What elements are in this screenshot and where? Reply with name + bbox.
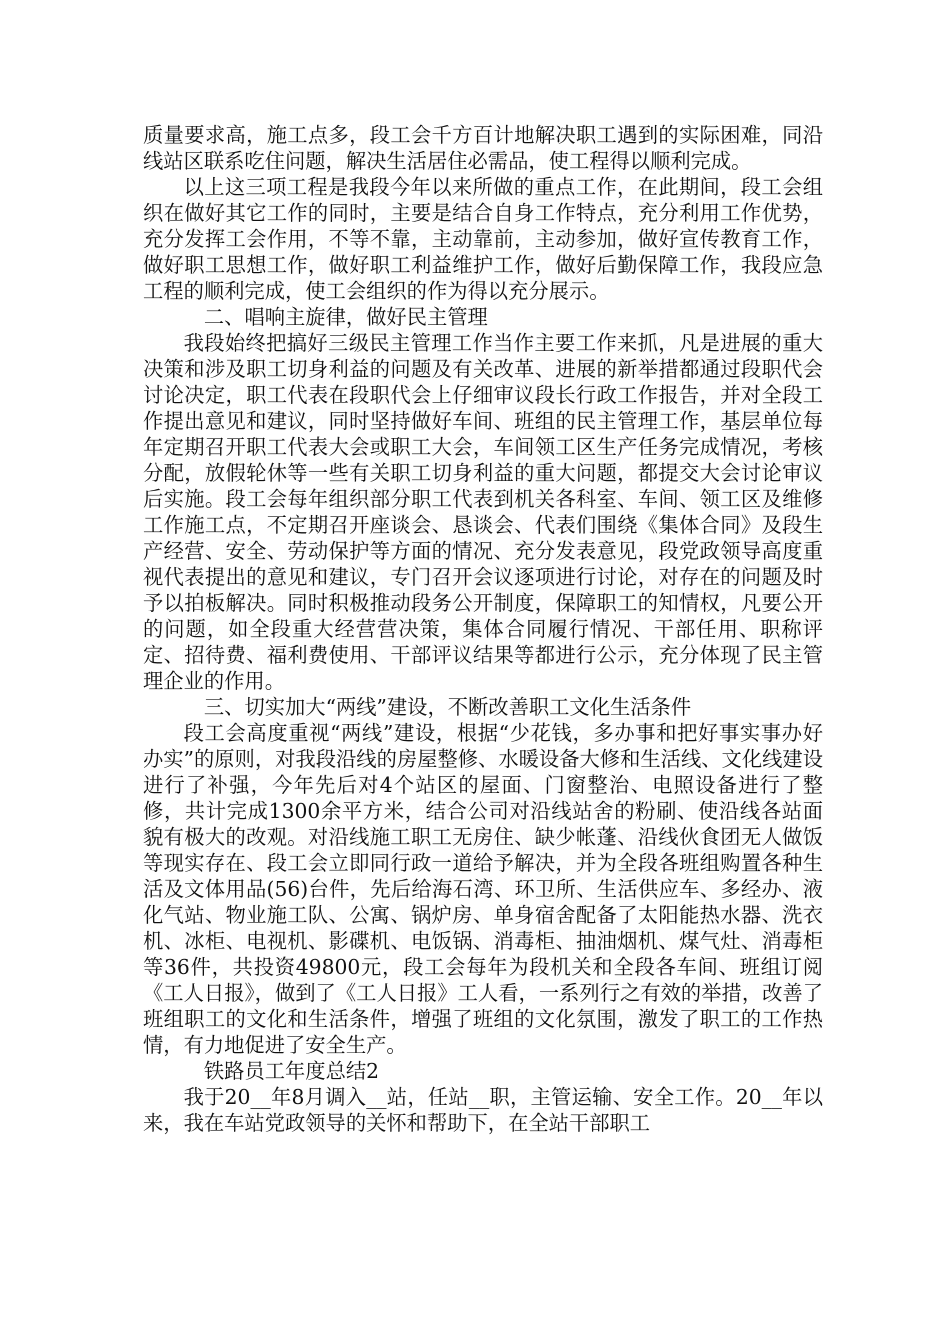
- paragraph-two-lines: 段工会高度重视“两线”建设，根据“少花钱，多办事和把好事实事办好办实”的原则，对我段沿线的房屋整修、水暖设备大修和生活线、文化线建设进行了补强，今年先后对4个站区的屋面、门窗整治、电照设备进行了整修，共计完成1300余平方米，结合公司对沿线站舍的粉刷、使沿线各站面貌有极大的改观。对沿线施工职工无房住、缺少帐蓬、沿线伙食团无人做饭等现实存在、段工会立即同行政一道给予解决，并为全段各班组购置各种生活及文体用品(56)台件，先后给海石湾、环卫所、生活供应车、多经办、液化气站、物业施工队、公寓、锅炉房、单身宿舍配备了太阳能热水器、洗衣机、冰柜、电视机、影碟机、电饭锅、消毒柜、抽油烟机、煤气灶、消毒柜等36件，共投资49800元，段工会每年为段机关和全段各车间、班组订阅《工人日报》，做到了《工人日报》工人看，一系列行之有效的举措，改善了班组职工的文化和生活条件，增强了班组的文化氛围，激发了职工的工作热情，有力地促进了安全生产。: [143, 721, 823, 1057]
- document-body: [143, 122, 823, 1136]
- paragraph-continuation: 质量要求高，施工点多，段工会千方百计地解决职工遇到的实际困难，同沿线站区联系吃住问题，解决生活居住必需品，使工程得以顺利完成。: [143, 123, 823, 173]
- paragraph-intro: 我于20__年8月调入__站，任站__职，主管运输、安全工作。20__年以来，我在车站党政领导的关怀和帮助下，在全站干部职工: [143, 1085, 823, 1135]
- paragraph-summary: 以上这三项工程是我段今年以来所做的重点工作，在此期间，段工会组织在做好其它工作的同时，主要是结合自身工作特点，充分利用工作优势，充分发挥工会作用，不等不靠，主动靠前，主动参加，做好宣传教育工作，做好职工思想工作，做好职工利益维护工作，做好后勤保障工作，我段应急工程的顺利完成，使工会组织的作为得以充分展示。: [143, 175, 823, 303]
- section-heading-2: 二、唱响主旋律，做好民主管理: [203, 305, 488, 329]
- paragraph-democratic-management: 我段始终把搞好三级民主管理工作当作主要工作来抓，凡是进展的重大决策和涉及职工切身利益的问题及有关改革、进展的新举措都通过段职代会讨论决定，职工代表在段职代会上仔细审议段长行政工作报告，并对全段工作提出意见和建议，同时坚持做好车间、班组的民主管理工作，基层单位每年定期召开职工代表大会或职工大会，车间领工区生产任务完成情况，考核分配，放假轮休等一些有关职工切身利益的重大问题，都提交大会讨论审议后实施。段工会每年组织部分职工代表到机关各科室、车间、领工区及维修工作施工点，不定期召开座谈会、恳谈会、代表们围绕《集体合同》及段生产经营、安全、劳动保护等方面的情况、充分发表意见，段党政领导高度重视代表提出的意见和建议，专门召开会议逐项进行讨论，对存在的问题及时予以拍板解决。同时积极推动段务公开制度，保障职工的知情权，凡要公开的问题，如全段重大经营营决策，集体合同履行情况、干部任用、职称评定、招待费、福利费使用、干部评议结果等都进行公示，充分体现了民主管理企业的作用。: [143, 331, 823, 693]
- section-heading-3: 三、切实加大“两线”建设，不断改善职工文化生活条件: [203, 695, 692, 719]
- document-subtitle: 铁路员工年度总结2: [203, 1059, 380, 1083]
